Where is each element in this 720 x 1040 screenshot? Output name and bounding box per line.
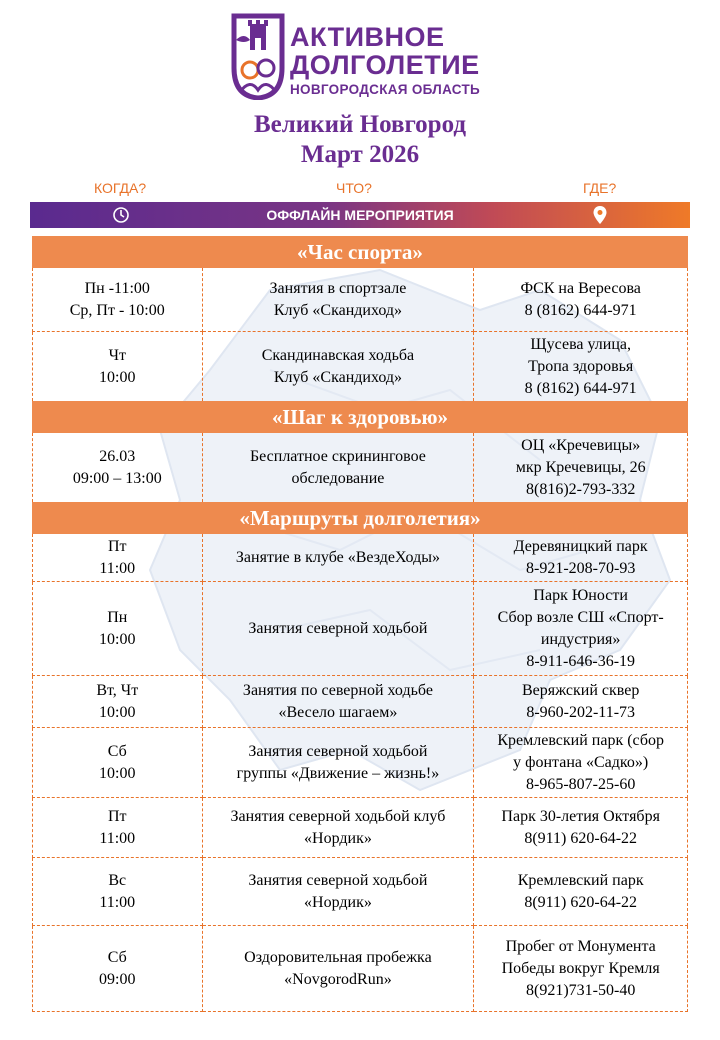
event-where-cell [474, 798, 688, 858]
event-when-line: Чт [108, 346, 126, 364]
event-what-line: Оздоровительная пробежка [244, 948, 432, 966]
event-when-cell [33, 534, 203, 582]
event-when-line: Пт [107, 807, 127, 825]
event-what-cell [202, 582, 474, 676]
clock-icon [112, 206, 130, 224]
event-what-cell [202, 728, 474, 798]
event-when-cell [33, 858, 203, 926]
event-what-cell [202, 268, 474, 332]
event-what-line: Занятия северной ходьбой клуб [230, 807, 446, 825]
header [0, 0, 720, 110]
section-header [33, 503, 688, 534]
event-where-line: 8-921-208-70-93 [526, 559, 636, 577]
event-what-line: Клуб «Скандиход» [273, 301, 403, 319]
event-when-line: 26.03 [99, 447, 136, 465]
section-header [33, 402, 688, 433]
event-what-line: Клуб «Скандиход» [273, 368, 403, 386]
event-where-line: 8(921)731-50-40 [526, 981, 636, 999]
event-what-line: Занятие в клубе «ВездеХоды» [235, 548, 440, 566]
event-when-cell [33, 582, 203, 676]
event-row [33, 858, 688, 926]
event-when-cell [33, 332, 203, 402]
event-where-cell [474, 728, 688, 798]
event-row [33, 798, 688, 858]
logo [230, 10, 500, 102]
section-title: «Шаг к здоровью» [33, 402, 688, 433]
event-where-cell [474, 433, 688, 503]
section-header [33, 237, 688, 268]
event-row [33, 534, 688, 582]
event-where-line: 8 (8162) 644-971 [524, 301, 637, 319]
event-row [33, 728, 688, 798]
label-what: ЧТО? [336, 180, 372, 196]
event-where-line: индустрия» [540, 630, 621, 648]
event-when-line: 11:00 [99, 893, 136, 911]
event-where-line: 8-960-202-11-73 [526, 703, 636, 721]
event-when-cell [33, 798, 203, 858]
event-when-line: 10:00 [99, 703, 136, 721]
event-what-line: «Нордик» [304, 893, 372, 911]
location-pin-icon [592, 205, 608, 225]
event-row [33, 268, 688, 332]
event-what-cell [202, 798, 474, 858]
event-where-line: Пробег от Монумента [505, 937, 656, 955]
event-row [33, 582, 688, 676]
event-what-cell [202, 534, 474, 582]
event-where-cell [474, 332, 688, 402]
event-where-line: Щусева улица, [530, 335, 632, 353]
event-where-line: ФСК на Вересова [520, 279, 641, 297]
event-where-line: ОЦ «Кречевицы» [521, 436, 641, 454]
event-when-line: Вт, Чт [96, 681, 139, 699]
city-title: Великий Новгород [253, 111, 467, 138]
event-what-line: Бесплатное скрининговое [249, 447, 426, 465]
banner-label: ОФФЛАЙН МЕРОПРИЯТИЯ [266, 207, 454, 223]
event-where-line: Веряжский сквер [522, 681, 640, 699]
event-where-line: Деревяницкий парк [513, 537, 648, 555]
month-title: Март 2026 [300, 141, 420, 168]
event-when-line: Вс [108, 871, 127, 889]
event-when-cell [33, 676, 203, 728]
event-where-line: 8(911) 620-64-22 [524, 893, 638, 911]
event-where-cell [474, 534, 688, 582]
event-where-line: 8(816)2-793-332 [526, 480, 636, 498]
event-where-line: Тропа здоровья [528, 357, 634, 375]
event-where-cell [474, 858, 688, 926]
event-what-cell [202, 433, 474, 503]
event-when-line: 10:00 [99, 368, 136, 386]
event-when-cell [33, 926, 203, 1012]
event-where-line: Сбор возле СШ «Спорт- [497, 608, 664, 626]
event-where-cell [474, 676, 688, 728]
event-when-line: 10:00 [99, 630, 136, 648]
event-what-cell [202, 676, 474, 728]
logo-title-line1: АКТИВНОЕ [290, 22, 445, 52]
event-what-cell [202, 858, 474, 926]
event-row [33, 676, 688, 728]
event-where-line: 8-911-646-36-19 [526, 652, 636, 670]
event-what-line: группы «Движение – жизнь!» [236, 764, 440, 782]
event-where-line: 8-965-807-25-60 [526, 775, 636, 793]
offline-events-banner [30, 202, 690, 228]
event-when-line: Сб [107, 742, 127, 760]
events-table [32, 236, 688, 1012]
event-where-cell [474, 268, 688, 332]
event-when-line: Сб [107, 948, 127, 966]
event-what-line: «NovgorodRun» [284, 970, 392, 988]
event-where-line: Кремлевский парк [517, 871, 644, 889]
event-where-cell [474, 582, 688, 676]
event-when-line: 09:00 – 13:00 [72, 469, 162, 487]
event-what-line: Занятия в спортзале [269, 279, 407, 297]
event-what-line: обследование [291, 469, 385, 487]
event-when-line: Ср, Пт - 10:00 [69, 301, 165, 319]
event-where-line: Кремлевский парк (сбор [497, 731, 664, 749]
longevity-logo-icon [230, 10, 286, 100]
section-title: «Маршруты долголетия» [33, 503, 688, 534]
event-what-line: Занятия северной ходьбой [248, 871, 428, 889]
column-labels [0, 178, 720, 198]
event-where-line: мкр Кречевицы, 26 [515, 458, 646, 476]
event-where-line: у фонтана «Садко») [513, 753, 649, 771]
event-row [33, 433, 688, 503]
event-when-cell [33, 728, 203, 798]
event-where-line: 8(911) 620-64-22 [524, 829, 638, 847]
event-when-line: Пт [107, 537, 127, 555]
event-what-cell [202, 926, 474, 1012]
event-when-line: 09:00 [99, 970, 136, 988]
event-where-line: Парк Юности [533, 586, 628, 604]
label-where: ГДЕ? [583, 180, 617, 196]
event-where-cell [474, 926, 688, 1012]
event-where-line: 8 (8162) 644-971 [524, 379, 637, 397]
event-what-line: «Весело шагаем» [278, 703, 398, 721]
event-when-line: 11:00 [99, 559, 136, 577]
section-title: «Час спорта» [33, 237, 688, 268]
label-when: КОГДА? [94, 180, 147, 196]
event-what-line: Занятия северной ходьбой [248, 742, 428, 760]
event-when-cell [33, 268, 203, 332]
event-what-line: Занятия по северной ходьбе [242, 681, 433, 699]
event-when-cell [33, 433, 203, 503]
event-where-line: Парк 30-летия Октября [501, 807, 660, 825]
event-when-line: 11:00 [99, 829, 136, 847]
event-what-line: «Нордик» [304, 829, 372, 847]
logo-title-line2: ДОЛГОЛЕТИЕ [290, 50, 480, 80]
event-what-line: Занятия северной ходьбой [248, 619, 428, 637]
event-when-line: 10:00 [99, 764, 136, 782]
event-when-line: Пн -11:00 [84, 279, 150, 297]
event-what-line: Скандинавская ходьба [261, 346, 415, 364]
event-row [33, 332, 688, 402]
event-what-cell [202, 332, 474, 402]
event-where-line: Победы вокруг Кремля [501, 959, 660, 977]
event-row [33, 926, 688, 1012]
event-when-line: Пн [107, 608, 128, 626]
logo-subtitle: НОВГОРОДСКАЯ ОБЛАСТЬ [290, 82, 481, 97]
